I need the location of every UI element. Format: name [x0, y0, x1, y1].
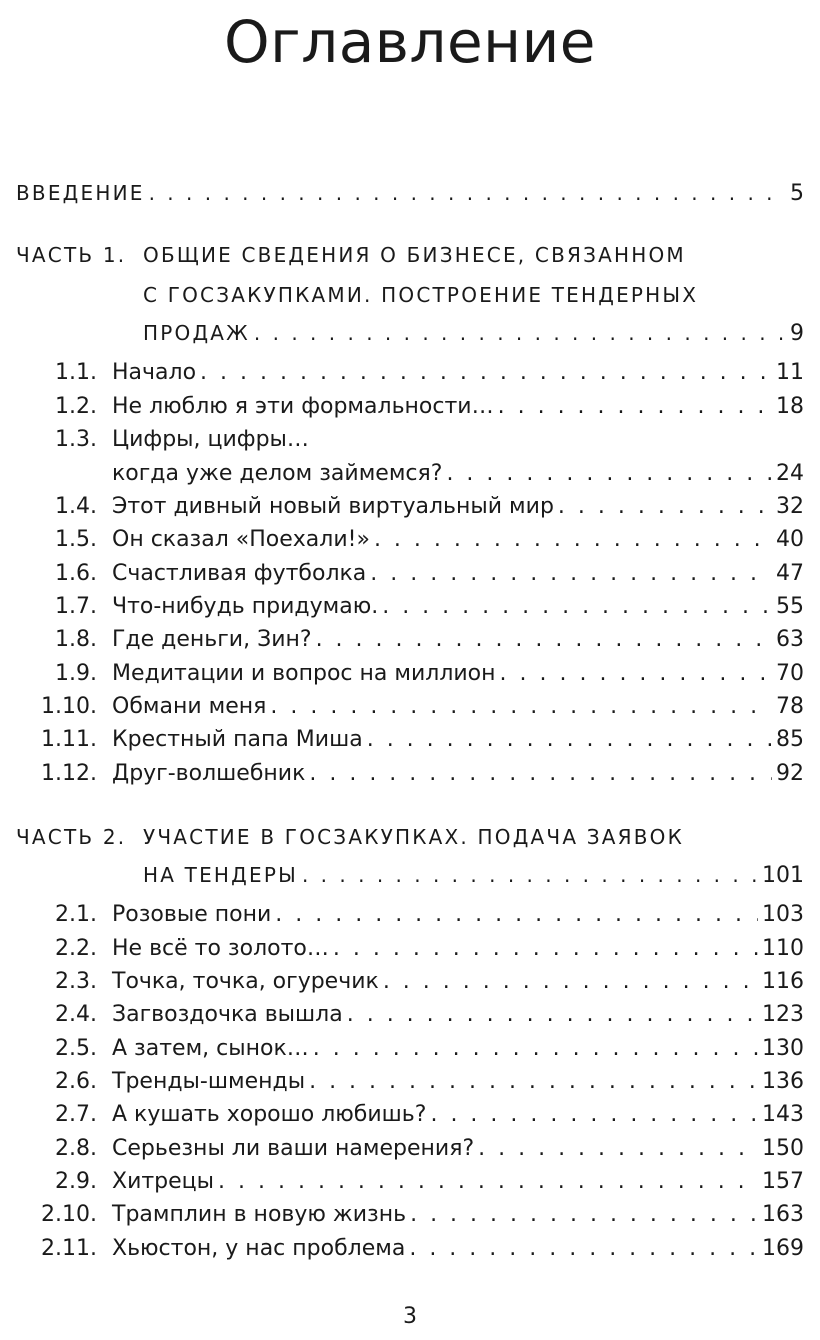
toc-entry-title: Обмани меня	[112, 694, 267, 719]
toc-entry-number: 2.6.	[55, 1069, 97, 1094]
toc-entry-line	[112, 390, 804, 424]
toc-entry-number: 2.4.	[55, 1002, 97, 1027]
toc-entry-number: 1.9.	[55, 661, 97, 686]
toc-entry-page: 70	[776, 661, 804, 686]
toc-entry-page: 157	[762, 1169, 804, 1194]
toc-entry-page: 85	[776, 727, 804, 752]
toc-entry-page: 92	[776, 761, 804, 786]
toc-entry-page: 110	[762, 936, 804, 961]
toc-entry-line	[112, 1232, 804, 1266]
toc-entry-first-line	[0, 423, 820, 457]
toc-entry[interactable]	[0, 998, 820, 1032]
toc-entry-page: 150	[762, 1136, 804, 1161]
toc-entry-number: 1.1.	[55, 360, 97, 385]
toc-entry-page: 78	[776, 694, 804, 719]
toc-entry-number: 2.8.	[55, 1136, 97, 1161]
toc-entry-title: Крестный папа Миша	[112, 727, 363, 752]
part2-page: 101	[762, 863, 804, 888]
toc-entry-line	[112, 1032, 804, 1066]
toc-entry-number: 1.11.	[41, 727, 97, 752]
toc-entry-title: Начало	[112, 360, 197, 385]
toc-entry-page: 47	[776, 561, 804, 586]
dot-leader	[309, 757, 772, 791]
toc-entry-number: 2.10.	[41, 1202, 97, 1227]
toc-entry-line	[112, 1065, 804, 1099]
toc-part2-heading-last[interactable]	[0, 858, 820, 892]
toc-entry-title: Точка, точка, огуречик	[112, 969, 379, 994]
toc-entry-page: 163	[762, 1202, 804, 1227]
toc-entry-line	[112, 657, 804, 691]
toc-entry[interactable]	[0, 623, 820, 657]
toc-entry[interactable]	[0, 523, 820, 557]
toc-entry[interactable]	[0, 590, 820, 624]
dot-leader	[367, 723, 772, 757]
toc-entry[interactable]	[0, 1232, 820, 1266]
toc-entry[interactable]	[0, 1098, 820, 1132]
toc-entry-page: 32	[776, 494, 804, 519]
part1-label: ЧАСТЬ 1.	[16, 243, 127, 267]
toc-entry-line	[112, 898, 804, 932]
dot-leader	[347, 998, 758, 1032]
toc-entry-page: 130	[762, 1036, 804, 1061]
toc-entry-title: Счастливая футболка	[112, 561, 367, 586]
toc-entry-line	[112, 1098, 804, 1132]
toc-entry-line	[112, 1132, 804, 1166]
toc-part1-heading[interactable]	[0, 238, 820, 272]
toc-entry-page: 136	[762, 1069, 804, 1094]
dot-leader	[478, 1132, 758, 1166]
dot-leader	[410, 1198, 758, 1232]
toc-entry-page: 24	[776, 461, 804, 486]
dot-leader	[374, 523, 772, 557]
part1-title-line3: ПРОДАЖ	[143, 321, 250, 345]
dot-leader	[409, 1232, 758, 1266]
toc-entry-title: А кушать хорошо любишь?	[112, 1102, 427, 1127]
toc-entry-line	[112, 557, 804, 591]
toc-entry-title: Не люблю я эти формальности…	[112, 394, 494, 419]
toc-entry-number: 2.5.	[55, 1036, 97, 1061]
toc-entry-page: 123	[762, 1002, 804, 1027]
toc-entry-title: Не всё то золото…	[112, 936, 329, 961]
toc-entry[interactable]	[0, 1065, 820, 1099]
toc-entry-title: Загвоздочка вышла	[112, 1002, 343, 1027]
toc-entry-page: 40	[776, 527, 804, 552]
dot-leader	[270, 690, 772, 724]
dot-leader	[254, 316, 786, 350]
dot-leader	[370, 557, 772, 591]
toc-entry[interactable]	[0, 1032, 820, 1066]
toc-entry-line	[112, 490, 804, 524]
toc-entry-line	[112, 1198, 804, 1232]
dot-leader	[446, 457, 772, 491]
toc-entry-title: Хьюстон, у нас проблема	[112, 1236, 406, 1261]
toc-entry-title: Друг-волшебник	[112, 761, 306, 786]
toc-entry-title: когда уже делом займемся?	[112, 461, 443, 486]
toc-entry[interactable]	[0, 965, 820, 999]
toc-entry-page: 143	[762, 1102, 804, 1127]
toc-entry-number: 1.7.	[55, 594, 97, 619]
toc-entry[interactable]	[0, 1165, 820, 1199]
toc-entry[interactable]	[0, 657, 820, 691]
page-title: Оглавление	[224, 8, 596, 76]
dot-leader	[558, 490, 772, 524]
toc-entry-number: 1.2.	[55, 394, 97, 419]
toc-entry-line	[112, 690, 804, 724]
toc-entry-number: 2.3.	[55, 969, 97, 994]
toc-intro-label: ВВЕДЕНИЕ	[16, 181, 145, 205]
toc-entry-page: 18	[776, 394, 804, 419]
toc-entry-page: 116	[762, 969, 804, 994]
toc-entry-title: Медитации и вопрос на миллион	[112, 661, 496, 686]
part2-title-line2: НА ТЕНДЕРЫ	[143, 863, 298, 887]
toc-entry-line	[112, 998, 804, 1032]
toc-entry-page: 103	[762, 902, 804, 927]
toc-entry-line	[112, 723, 804, 757]
toc-entry-number: 1.6.	[55, 561, 97, 586]
toc-entry-line	[112, 965, 804, 999]
part1-title-line3-row	[143, 316, 804, 351]
toc-entry[interactable]	[0, 356, 820, 390]
part1-title-line1: ОБЩИЕ СВЕДЕНИЯ О БИЗНЕСЕ, СВЯЗАННОМ	[143, 243, 686, 267]
toc-entry-title-line1: Цифры, цифры…	[112, 427, 309, 452]
dot-leader	[218, 1165, 758, 1199]
toc-entry-title: Розовые пони	[112, 902, 272, 927]
toc-entry-number: 2.11.	[41, 1236, 97, 1261]
toc-entry-line	[112, 757, 804, 791]
toc-entry-page: 63	[776, 627, 804, 652]
toc-entry-page: 55	[776, 594, 804, 619]
part1-title-line2: С ГОСЗАКУПКАМИ. ПОСТРОЕНИЕ ТЕНДЕРНЫХ	[143, 283, 699, 307]
toc-intro-page: 5	[790, 181, 804, 206]
toc-entry-title: Что-нибудь придумаю.	[112, 594, 379, 619]
toc-entry-page: 169	[762, 1236, 804, 1261]
toc-entry[interactable]	[0, 1132, 820, 1166]
toc-entry-title: Серьезны ли ваши намерения?	[112, 1136, 475, 1161]
toc-entry-number: 2.1.	[55, 902, 97, 927]
toc-entry-number: 1.5.	[55, 527, 97, 552]
dot-leader	[313, 1032, 758, 1066]
toc-entry-number: 2.2.	[55, 936, 97, 961]
toc-entry-line	[112, 356, 804, 390]
toc-entry[interactable]	[0, 1198, 820, 1232]
toc-entry-title: Он сказал «Поехали!»	[112, 527, 370, 552]
toc-entry[interactable]	[0, 390, 820, 424]
toc-entry-line	[112, 590, 804, 624]
toc-entry-number: 1.8.	[55, 627, 97, 652]
toc-entry-title: Этот дивный новый виртуальный мир	[112, 494, 554, 519]
toc-entry-number: 1.10.	[41, 694, 97, 719]
toc-intro-line	[16, 176, 804, 211]
dot-leader	[275, 898, 758, 932]
toc-part1-heading-cont	[0, 278, 820, 312]
toc-entry[interactable]	[0, 932, 820, 966]
toc-entry-line	[112, 932, 804, 966]
toc-entry-line	[112, 1165, 804, 1199]
toc-entry[interactable]	[0, 757, 820, 791]
toc-entry-line	[112, 457, 804, 491]
toc-entry-number: 2.9.	[55, 1169, 97, 1194]
toc-entry-number: 2.7.	[55, 1102, 97, 1127]
toc-entry-title: Где деньги, Зин?	[112, 627, 312, 652]
toc-entry-title: Трамплин в новую жизнь	[112, 1202, 407, 1227]
dot-leader	[383, 965, 758, 999]
part2-title-line2-row	[143, 858, 804, 893]
toc-entry-line	[112, 523, 804, 557]
toc-entry-title: Хитрецы	[112, 1169, 215, 1194]
toc-entry-number: 1.12.	[41, 761, 97, 786]
part1-page: 9	[790, 321, 804, 346]
part2-label: ЧАСТЬ 2.	[16, 825, 127, 849]
dot-leader	[498, 390, 772, 424]
part2-title-line1: УЧАСТИЕ В ГОСЗАКУПКАХ. ПОДАЧА ЗАЯВОК	[143, 825, 685, 849]
dot-leader	[200, 356, 772, 390]
dot-leader	[333, 932, 758, 966]
dot-leader	[309, 1065, 758, 1099]
toc-entry[interactable]	[0, 723, 820, 757]
dot-leader	[430, 1098, 758, 1132]
dot-leader	[302, 858, 758, 892]
toc-entry-title: А затем, сынок…	[112, 1036, 309, 1061]
dot-leader	[382, 590, 772, 624]
dot-leader	[316, 623, 772, 657]
toc-entry-page: 11	[776, 360, 804, 385]
toc-part1-heading-last[interactable]	[0, 316, 820, 350]
toc-part2-heading[interactable]	[0, 820, 820, 854]
dot-leader	[149, 176, 786, 210]
toc-entry[interactable]	[0, 457, 820, 491]
toc-entry-number: 1.4.	[55, 494, 97, 519]
toc-entry[interactable]	[0, 490, 820, 524]
toc-entry-line	[112, 623, 804, 657]
toc-entry[interactable]	[0, 690, 820, 724]
toc-entry-title: Тренды-шменды	[112, 1069, 306, 1094]
toc-intro[interactable]	[0, 176, 820, 210]
toc-entry-number: 1.3.	[55, 427, 97, 452]
dot-leader	[500, 657, 772, 691]
page-number: 3	[403, 1304, 417, 1329]
toc-entry[interactable]	[0, 898, 820, 932]
toc-entry[interactable]	[0, 557, 820, 591]
